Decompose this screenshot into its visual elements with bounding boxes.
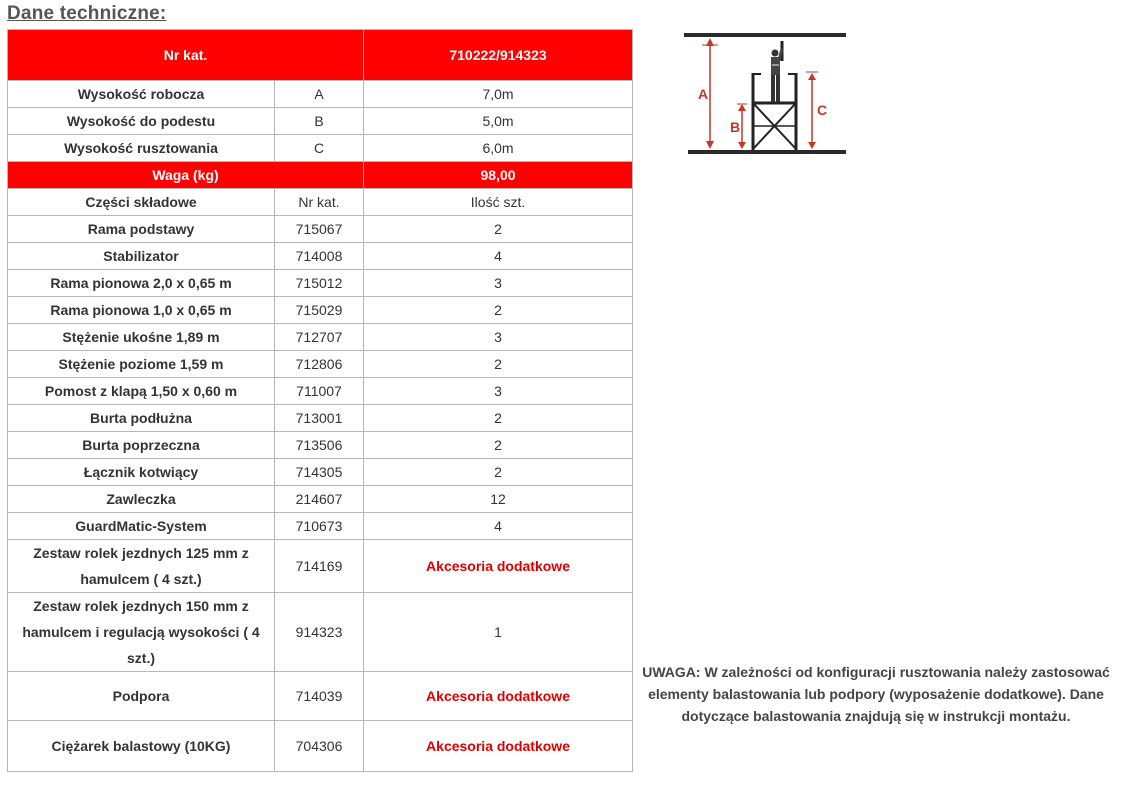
dimension-value: 6,0m [364,135,633,162]
dimension-name: Wysokość do podestu [8,108,275,135]
part-qty: Akcesoria dodatkowe [364,721,633,772]
parts-header-qty: Ilość szt. [364,189,633,216]
part-code: 715067 [275,216,364,243]
part-code: 712806 [275,351,364,378]
part-code: 715012 [275,270,364,297]
dimension-symbol: C [275,135,364,162]
part-code: 712707 [275,324,364,351]
part-code: 715029 [275,297,364,324]
part-qty: 1 [364,593,633,672]
part-name: Burta poprzeczna [8,432,275,459]
part-name: GuardMatic-System [8,513,275,540]
weight-row [8,162,633,189]
dimension-row [8,108,633,135]
part-qty: 4 [364,513,633,540]
part-qty: 4 [364,243,633,270]
part-qty: 2 [364,297,633,324]
part-qty: Akcesoria dodatkowe [364,672,633,721]
part-qty: 2 [364,351,633,378]
scaffold-diagram [681,31,848,159]
parts-header-row [8,189,633,216]
part-code: 710673 [275,513,364,540]
part-code: 914323 [275,593,364,672]
page-title: Dane techniczne: [7,3,167,24]
table-row [8,593,633,672]
part-qty: Akcesoria dodatkowe [364,540,633,593]
part-code: 214607 [275,486,364,513]
part-name: Zestaw rolek jezdnych 125 mm z hamulcem ( 4 szt.) [8,540,275,593]
label-a: A [698,86,709,102]
warning-note: UWAGA: W zależności od konfiguracji rusztowania należy zastosować elementy balastowania lub podpory (wyposażenie dodatkowe). Dane dotyczące balastowania znajdują się w instrukcji montażu. [642,664,1110,724]
part-qty: 3 [364,378,633,405]
dimension-value: 7,0m [364,81,633,108]
worker-figure [771,41,782,102]
ceiling-line [684,33,846,37]
part-code: 704306 [275,721,364,772]
dimension-row [8,81,633,108]
part-code: 714039 [275,672,364,721]
part-code: 714008 [275,243,364,270]
table-row [8,270,633,297]
table-row [8,540,633,593]
part-code: 713001 [275,405,364,432]
part-name: Rama pionowa 2,0 x 0,65 m [8,270,275,297]
technical-data-table [7,29,633,772]
part-qty: 12 [364,486,633,513]
table-row [8,351,633,378]
part-name: Zawleczka [8,486,275,513]
catalog-label: Nr kat. [8,30,364,81]
part-code: 714169 [275,540,364,593]
part-qty: 2 [364,216,633,243]
part-qty: 2 [364,405,633,432]
table-row [8,672,633,721]
part-name: Zestaw rolek jezdnych 150 mm z hamulcem i regulacją wysokości ( 4 szt.) [8,593,275,672]
dimension-name: Wysokość robocza [8,81,275,108]
floor-line [688,150,846,154]
parts-header-code: Nr kat. [275,189,364,216]
table-row [8,405,633,432]
part-name: Rama podstawy [8,216,275,243]
table-row [8,243,633,270]
part-name: Burta podłużna [8,405,275,432]
table-row [8,513,633,540]
part-qty: 2 [364,432,633,459]
table-row [8,486,633,513]
part-name: Pomost z klapą 1,50 x 0,60 m [8,378,275,405]
dimension-name: Wysokość rusztowania [8,135,275,162]
part-code: 713506 [275,432,364,459]
part-qty: 3 [364,270,633,297]
part-name: Ciężarek balastowy (10KG) [8,721,275,772]
table-row [8,324,633,351]
dimension-value: 5,0m [364,108,633,135]
part-name: Stężenie poziome 1,59 m [8,351,275,378]
part-qty: 3 [364,324,633,351]
label-b: B [730,119,741,135]
table-row [8,459,633,486]
catalog-value: 710222/914323 [364,30,633,81]
dimension-symbol: B [275,108,364,135]
part-code: 714305 [275,459,364,486]
table-row [8,378,633,405]
part-name: Łącznik kotwiący [8,459,275,486]
table-row [8,721,633,772]
part-code: 711007 [275,378,364,405]
part-name: Stężenie ukośne 1,89 m [8,324,275,351]
part-name: Rama pionowa 1,0 x 0,65 m [8,297,275,324]
table-header-row [8,30,633,81]
weight-value: 98,00 [364,162,633,189]
dimension-row [8,135,633,162]
parts-header-name: Części składowe [8,189,275,216]
part-name: Podpora [8,672,275,721]
table-row [8,216,633,243]
part-name: Stabilizator [8,243,275,270]
dimension-symbol: A [275,81,364,108]
weight-label: Waga (kg) [8,162,364,189]
table-row [8,297,633,324]
table-row [8,432,633,459]
label-c: C [817,102,828,118]
part-qty: 2 [364,459,633,486]
